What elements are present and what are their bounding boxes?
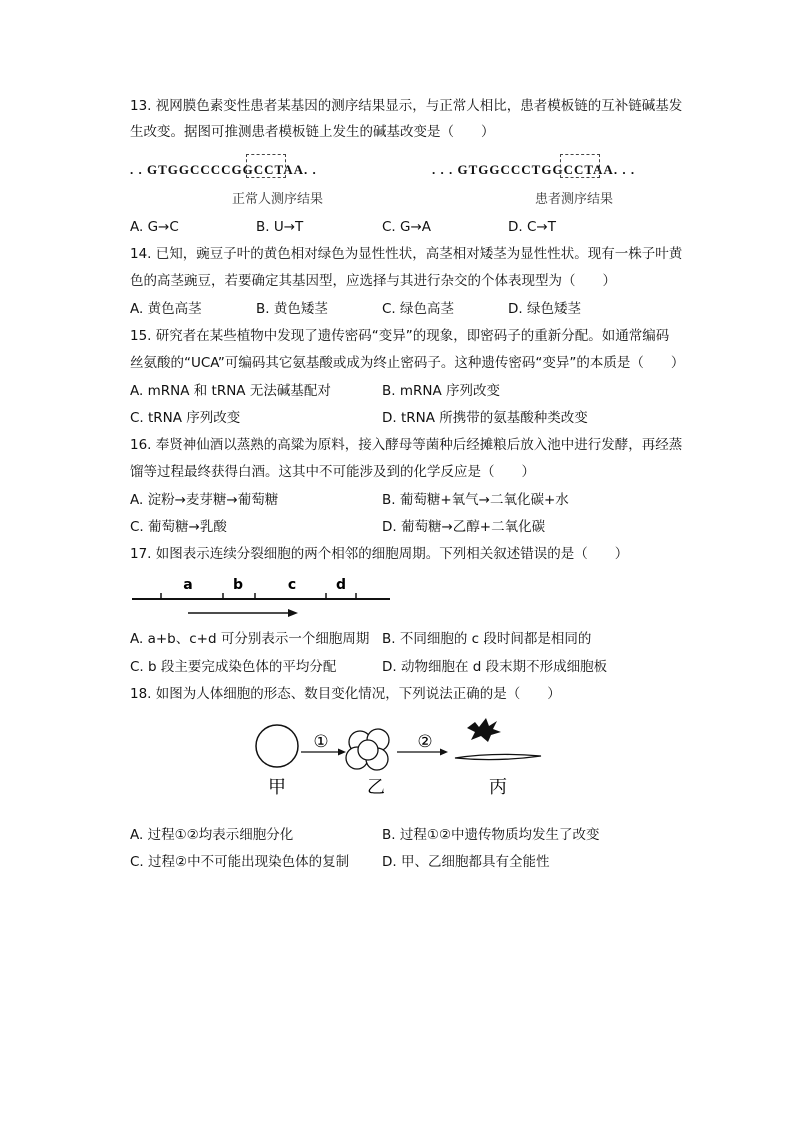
q14-option-c: C. 绿色高茎 (382, 301, 455, 317)
process2-arrowhead (440, 749, 448, 756)
q13-stem-line2: 生改变。据图可推测患者模板链上发生的碱基改变是（ ） (130, 124, 495, 140)
normal-caption: 正常人测序结果 (232, 192, 324, 207)
q14-option-b: B. 黄色矮茎 (256, 301, 328, 317)
q14-stem-line2: 色的高茎豌豆，若要确定其基因型，应选择与其进行杂交的个体表现型为（ ） (130, 273, 616, 289)
patient-highlight-box (560, 154, 600, 178)
q15-option-b: B. mRNA 序列改变 (382, 383, 500, 399)
q16-stem-line1: 16. 奉贤神仙酒以蒸熟的高粱为原料，接入酵母等菌种后经摊粮后放入池中进行发酵，再经蒸 (130, 437, 683, 453)
q18-option-b: B. 过程①②中遗传物质均发生了改变 (382, 827, 600, 843)
process1-label: ① (313, 732, 329, 752)
q17-option-a: A. a+b、c+d 可分别表示一个细胞周期 (130, 631, 370, 647)
q15-stem-line1: 15. 研究者在某些植物中发现了遗传密码“变异”的现象，即密码子的重新分配。如通常编码 (130, 328, 670, 344)
patient-caption: 患者测序结果 (535, 192, 614, 207)
segment-label-b: b (232, 577, 244, 593)
normal-highlight-box (246, 154, 286, 178)
nerve-cell-icon (467, 718, 501, 742)
q15-option-d: D. tRNA 所携带的氨基酸种类改变 (382, 410, 588, 426)
q16-option-a: A. 淀粉→麦芽糖→葡萄糖 (130, 492, 279, 508)
cell-cluster-yi-icon (346, 729, 389, 770)
cell-jia-icon (256, 725, 298, 767)
q16-option-d: D. 葡萄糖→乙醇+二氧化碳 (382, 519, 546, 535)
q15-option-a: A. mRNA 和 tRNA 无法碱基配对 (130, 383, 331, 399)
q16-stem-line2: 馏等过程最终获得白酒。这其中不可能涉及到的化学反应是（ ） (130, 464, 535, 480)
q17-option-c: C. b 段主要完成染色体的平均分配 (130, 659, 337, 675)
muscle-cell-icon (455, 754, 541, 759)
q13-option-c: C. G→A (382, 219, 432, 235)
q14-stem-line1: 14. 已知，豌豆子叶的黄色相对绿色为显性性状，高茎相对矮茎为显性性状。现有一株子叶黄 (130, 246, 683, 262)
q14-option-d: D. 绿色矮茎 (508, 301, 581, 317)
process1-arrowhead (338, 749, 346, 756)
q13-option-b: B. U→T (256, 219, 304, 235)
direction-arrow-head (288, 609, 298, 617)
q18-option-a: A. 过程①②均表示细胞分化 (130, 827, 294, 843)
process2-label: ② (417, 732, 433, 752)
q13-option-a: A. G→C (130, 219, 179, 235)
segment-label-d: d (335, 577, 347, 593)
normal-sequence: . . GTGGCCCCGGCCTAA. . (130, 162, 317, 177)
q13-stem-line1: 13. 视网膜色素变性患者某基因的测序结果显示，与正常人相比，患者模板链的互补链碱基发 (130, 98, 683, 114)
q17-option-d: D. 动物细胞在 d 段末期不形成细胞板 (382, 659, 608, 675)
q18-option-c: C. 过程②中不可能出现染色体的复制 (130, 854, 350, 870)
q17-option-b: B. 不同细胞的 c 段时间都是相同的 (382, 631, 592, 647)
q14-option-a: A. 黄色高茎 (130, 301, 202, 317)
q16-option-b: B. 葡萄糖+氧气→二氧化碳+水 (382, 492, 569, 508)
cell-change-diagram (245, 712, 545, 802)
cell-label-yi: 乙 (367, 777, 385, 798)
q17-stem: 17. 如图表示连续分裂细胞的两个相邻的细胞周期。下列相关叙述错误的是（ ） (130, 546, 629, 562)
segment-label-a: a (183, 577, 193, 593)
q16-option-c: C. 葡萄糖→乳酸 (130, 519, 227, 535)
q15-option-c: C. tRNA 序列改变 (130, 410, 241, 426)
q18-stem: 18. 如图为人体细胞的形态、数目变化情况，下列说法正确的是（ ） (130, 686, 561, 702)
cell-cycle-diagram (130, 572, 400, 622)
cell-label-bing: 丙 (489, 777, 507, 798)
q18-option-d: D. 甲、乙细胞都具有全能性 (382, 854, 550, 870)
segment-label-c: c (287, 577, 297, 593)
patient-sequence: . . . GTGGCCCTGGCCTAA. . . (432, 162, 636, 177)
q13-option-d: D. C→T (508, 219, 556, 235)
q15-stem-line2: 丝氨酸的“UCA”可编码其它氨基酸或成为终止密码子。这种遗传密码“变异”的本质是（ ） (130, 355, 685, 371)
cell-label-jia: 甲 (268, 777, 286, 798)
